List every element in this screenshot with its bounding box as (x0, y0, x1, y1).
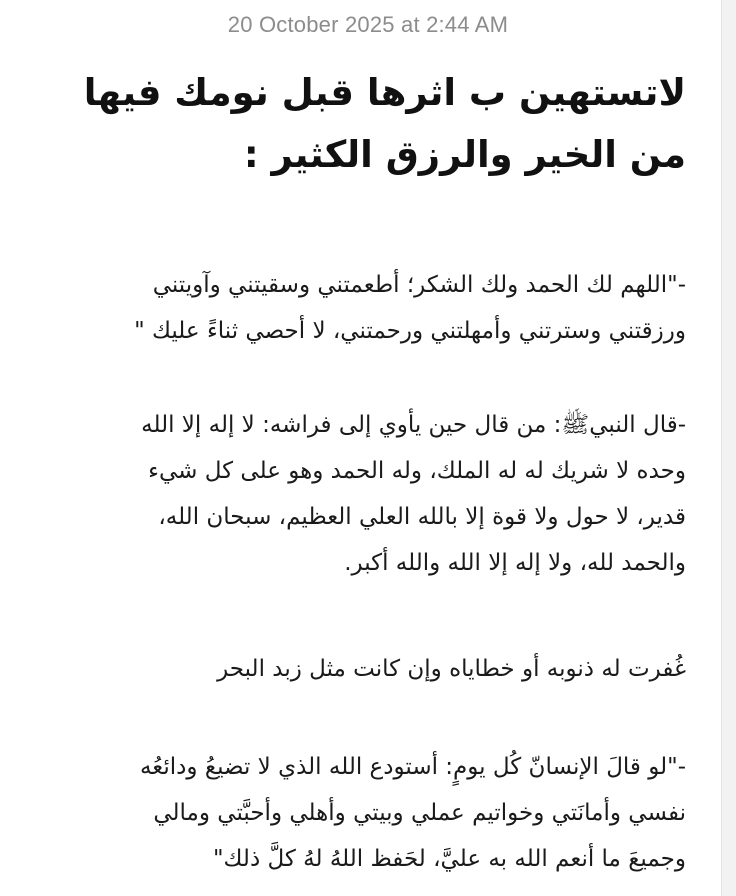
note-title (46, 62, 686, 186)
note-line: والحمد لله، ولا إله إلا الله والله أكبر. (344, 550, 686, 576)
note-line: -"اللهم لك الحمد ولك الشكر؛ أطعمتني وسقيتني وآويتني (152, 272, 686, 298)
note-line: قدير، لا حول ولا قوة إلا بالله العلي العظيم، سبحان الله، (158, 504, 686, 530)
note-paragraph (26, 262, 686, 354)
note-line: -قال النبيﷺ: من قال حين يأوي إلى فراشه: لا إله إلا الله (141, 412, 686, 438)
note-line: وحده لا شريك له له الملك، وله الحمد وهو على كل شيء (148, 458, 686, 484)
note-paragraph (26, 646, 686, 692)
note-line: وجميعَ ما أنعم الله به عليَّ، لحَفظ اللهُ لهُ كلَّ ذلك" (212, 846, 686, 872)
note-line: غُفرت له ذنوبه أو خطاياه وإن كانت مثل زبد البحر (217, 656, 686, 682)
note-line: ورزقتني وسترتني وأمهلتني ورحمتني، لا أحصي ثناءً عليك " (134, 318, 686, 344)
note-paragraph (26, 744, 686, 882)
note-line: نفسي وأمانَتي وخواتيم عملي وبيتي وأهلي وأحبَّتي ومالي (153, 800, 686, 826)
note-title-line: لاتستهين ب اثرها قبل نومك فيها (83, 71, 686, 114)
note-timestamp: 20 October 2025 at 2:44 AM (227, 12, 509, 37)
note-title-line: من الخير والرزق الكثير : (243, 133, 686, 176)
note-line: -"لو قالَ الإنسانّ كُل يومٍ: أستودع الله الذي لا تضيعُ ودائعُه (139, 754, 686, 780)
note-paragraph (26, 402, 686, 586)
scrollbar[interactable] (721, 0, 736, 896)
